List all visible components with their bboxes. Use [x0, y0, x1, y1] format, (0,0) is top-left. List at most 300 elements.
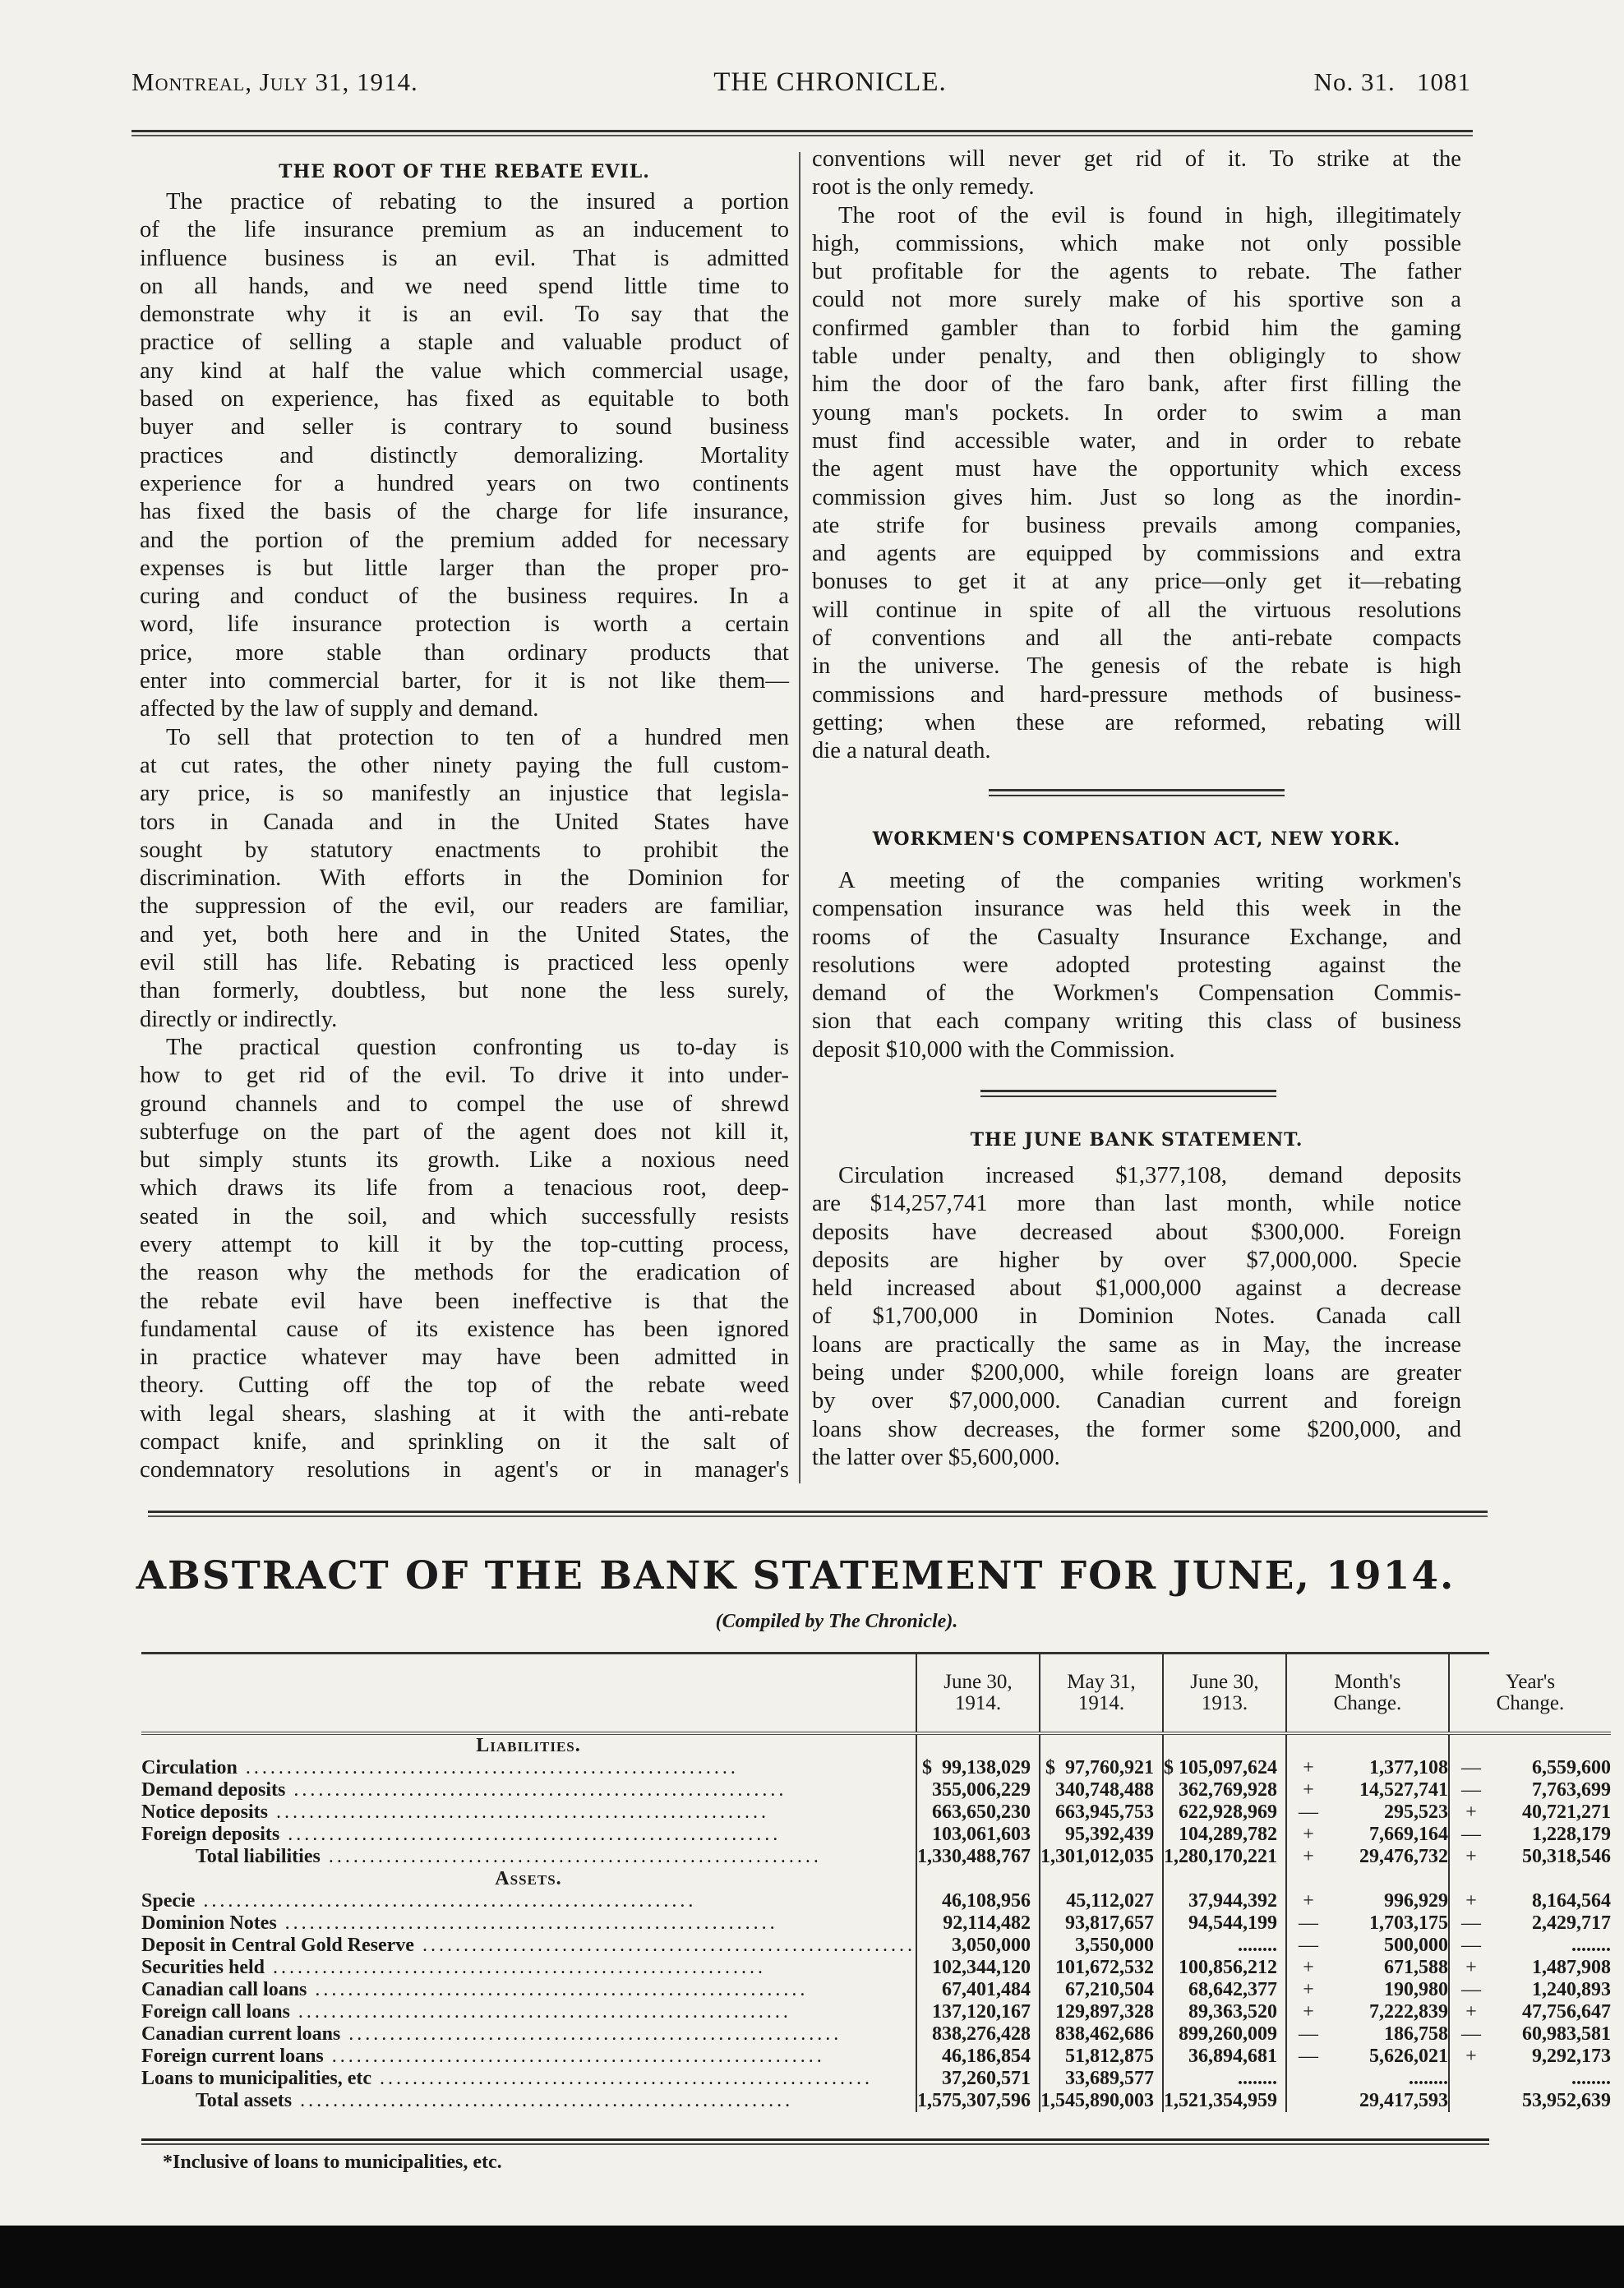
change-value: 295,523 — [1383, 1801, 1448, 1823]
change-value: 50,318,546 — [1521, 1846, 1611, 1867]
text-line: must find accessible water, and in order to rebate — [812, 427, 1461, 454]
table-row — [141, 2046, 1611, 2068]
text-line: any kind at half the value which commercial usage, — [140, 358, 789, 384]
table-row — [141, 2090, 1611, 2112]
value-cell: 46,186,854 — [916, 2046, 1040, 2068]
change-value: 6,559,600 — [1531, 1757, 1611, 1778]
value-cell: 100,856,212 — [1163, 1957, 1286, 1979]
value-cell: 45,112,027 — [1040, 1890, 1163, 1912]
change-sign: — — [1298, 1801, 1318, 1823]
value-cell: 92,114,482 — [916, 1912, 1040, 1935]
row-label — [141, 1824, 916, 1846]
value-cell: 67,210,504 — [1040, 1979, 1163, 2001]
value-cell: 104,289,782 — [1163, 1824, 1286, 1846]
leader-dots: ............................................................ — [279, 1824, 782, 1845]
table-row — [141, 1801, 1611, 1824]
text-line: buyer and seller is contrary to sound business — [140, 414, 789, 441]
article-body-june — [812, 1162, 1461, 1472]
month-change-cell — [1286, 1912, 1449, 1935]
empty-cell — [1040, 1733, 1163, 1757]
value-cell: 68,642,377 — [1163, 1979, 1286, 2001]
change-value: 47,756,647 — [1521, 2001, 1611, 2023]
month-change-cell — [1286, 2046, 1449, 2068]
text-line: word, life insurance protection is worth a certain — [140, 611, 789, 638]
value-cell: 95,392,439 — [1040, 1824, 1163, 1846]
change-sign: — — [1460, 1935, 1481, 1956]
year-change-cell — [1449, 1957, 1611, 1979]
change-sign: — — [1460, 1779, 1481, 1801]
text-line: die a natural death. — [812, 738, 991, 764]
leader-dots: ............................................................ — [265, 1957, 766, 1978]
change-sign: + — [1303, 1979, 1314, 2000]
row-label-text: Total liabilities — [196, 1846, 321, 1867]
value-cell: $ 97,760,921 — [1040, 1757, 1163, 1779]
text-line: on all hands, and we need spend little time to — [140, 273, 789, 299]
text-line: the latter over $5,600,000. — [812, 1444, 1060, 1470]
article-body-rebate — [140, 188, 789, 1485]
text-line: expenses is but little larger than the proper pro- — [140, 555, 789, 581]
text-line: at cut rates, the other ninety paying the full custom- — [140, 752, 789, 778]
year-change-cell — [1449, 2023, 1611, 2046]
leader-dots: ............................................................ — [292, 2090, 794, 2111]
text-line: ate strife for business prevails among companies, — [812, 512, 1461, 538]
change-value: 9,292,173 — [1531, 2046, 1611, 2067]
change-value: 8,164,564 — [1531, 1890, 1611, 1912]
running-head-date: Montreal, July 31, 1914. — [131, 67, 418, 96]
text-line: the suppression of the evil, our readers are familiar, — [140, 893, 789, 920]
row-label-text: Securities held — [141, 1957, 265, 1978]
text-line: influence business is an evil. That is admitted — [140, 245, 789, 271]
text-line: discrimination. With efforts in the Dominion for — [140, 865, 789, 892]
table-row — [141, 2068, 1611, 2090]
text-line: The root of the evil is found in high, illegitimately — [838, 202, 1461, 228]
text-line: every attempt to kill it by the top-cutting process, — [140, 1231, 789, 1257]
month-change-cell — [1286, 1824, 1449, 1846]
change-sign: + — [1303, 1757, 1314, 1778]
change-sign: + — [1303, 2001, 1314, 2023]
change-sign: — — [1298, 1912, 1318, 1934]
text-line: practices and distinctly demoralizing. Mortality — [140, 442, 789, 468]
text-line: The practice of rebating to the insured a portion — [166, 189, 789, 214]
row-label — [141, 2046, 916, 2068]
leader-dots: ............................................................ — [285, 1779, 787, 1801]
article-title-rebate: THE ROOT OF THE REBATE EVIL. — [279, 161, 650, 182]
empty-cell — [1163, 1868, 1286, 1890]
month-change-cell — [1286, 1957, 1449, 1979]
text-line: root is the only remedy. — [812, 174, 1035, 201]
text-line: and the portion of the premium added for necessary — [140, 527, 789, 553]
empty-cell — [1040, 1868, 1163, 1890]
change-sign: + — [1465, 2001, 1477, 2023]
value-cell: 663,650,230 — [916, 1801, 1040, 1824]
leader-dots: ............................................................ — [237, 1757, 739, 1778]
text-line: in the universe. The genesis of the rebate is high — [812, 653, 1461, 680]
year-change-cell — [1449, 1779, 1611, 1801]
year-change-cell — [1449, 1890, 1611, 1912]
year-change-cell — [1449, 1757, 1611, 1779]
value-cell: 67,401,484 — [916, 1979, 1040, 2001]
change-value: 5,626,021 — [1368, 2046, 1448, 2067]
change-sign: — — [1298, 2023, 1318, 2045]
row-label — [141, 2090, 916, 2112]
text-line: loans are practically the same as in May, the increase — [812, 1331, 1461, 1358]
month-change-cell — [1286, 2001, 1449, 2023]
table-section-rule — [148, 1511, 1488, 1517]
text-line: getting; when these are reformed, rebating will — [812, 709, 1461, 736]
row-label-text: Dominion Notes — [141, 1912, 277, 1934]
value-cell: 355,006,229 — [916, 1779, 1040, 1801]
publication-title: THE CHRONICLE. — [713, 67, 947, 97]
text-line: held increased about $1,000,000 against a decrease — [812, 1275, 1461, 1302]
month-change-cell — [1286, 1757, 1449, 1779]
text-line: practice of selling a staple and valuable product of — [140, 330, 789, 356]
change-value: 14,527,741 — [1359, 1779, 1448, 1801]
value-cell: 3,050,000 — [916, 1935, 1040, 1957]
row-label-text: Demand deposits — [141, 1779, 286, 1801]
text-line: bonuses to get it at any price—only get it—rebating — [812, 569, 1461, 595]
table-row — [141, 1757, 1611, 1779]
value-cell: 899,260,009 — [1163, 2023, 1286, 2046]
change-sign: + — [1465, 1801, 1477, 1823]
change-value: 7,222,839 — [1368, 2001, 1448, 2023]
value-cell: 37,944,392 — [1163, 1890, 1286, 1912]
row-label — [141, 1912, 916, 1935]
text-line: seated in the soil, and which successfully resists — [140, 1203, 789, 1229]
year-change-cell — [1449, 1979, 1611, 2001]
text-line: than formerly, doubtless, but none the less surely, — [140, 978, 789, 1004]
text-line: fundamental cause of its existence has been ignored — [140, 1316, 789, 1342]
leader-dots: ............................................................ — [323, 2046, 825, 2067]
value-cell: 838,276,428 — [916, 2023, 1040, 2046]
year-change-cell — [1449, 1912, 1611, 1935]
table-row — [141, 1979, 1611, 2001]
text-line: directly or indirectly. — [140, 1006, 338, 1032]
text-line: enter into commercial barter, for it is not like them— — [140, 668, 789, 694]
change-sign: + — [1465, 1846, 1477, 1867]
text-line: could not more surely make of his sportive son a — [812, 287, 1461, 313]
section-rule — [980, 1090, 1276, 1097]
leader-dots: ............................................................ — [340, 2023, 842, 2045]
table-row — [141, 1779, 1611, 1801]
change-sign: + — [1303, 1779, 1314, 1801]
text-line: resolutions were adopted protesting against the — [812, 952, 1461, 978]
column-divider — [799, 152, 800, 1483]
leader-dots: ............................................................ — [371, 2068, 873, 2089]
text-line: deposit $10,000 with the Commission. — [812, 1036, 1175, 1063]
table-bottom-rule — [141, 2138, 1489, 2145]
table-row — [141, 2001, 1611, 2023]
value-cell: $ 99,138,029 — [916, 1757, 1040, 1779]
scan-border — [0, 2226, 1624, 2288]
row-label — [141, 1779, 916, 1801]
change-value: 1,240,893 — [1531, 1979, 1611, 2000]
change-value: 29,417,593 — [1359, 2090, 1448, 2111]
change-sign: + — [1465, 1890, 1477, 1912]
change-value: ........ — [1408, 2068, 1448, 2089]
change-value: 40,721,271 — [1521, 1801, 1611, 1823]
text-line: experience for a hundred years on two continents — [140, 470, 789, 496]
text-line: affected by the law of supply and demand. — [140, 696, 539, 722]
year-change-cell — [1449, 1935, 1611, 1957]
row-label-text: Specie — [141, 1890, 196, 1912]
year-change-cell — [1449, 2001, 1611, 2023]
change-value: 671,588 — [1383, 1957, 1448, 1978]
text-line: Circulation increased $1,377,108, demand deposits — [838, 1163, 1461, 1188]
text-line: compensation insurance was held this week in the — [812, 896, 1461, 922]
change-value: 29,476,732 — [1359, 1846, 1448, 1867]
column-header: Year's Change. — [1449, 1654, 1611, 1733]
leader-dots: ............................................................ — [267, 1801, 769, 1823]
change-sign: + — [1465, 2046, 1477, 2067]
row-label-text: Canadian current loans — [141, 2023, 341, 2045]
text-line: high, commissions, which make not only possible — [812, 230, 1461, 256]
value-cell: 37,260,571 — [916, 2068, 1040, 2090]
text-line: commissions and hard-pressure methods of business- — [812, 681, 1461, 708]
row-label-text: Deposit in Central Gold Reserve — [141, 1935, 414, 1956]
row-label-text: Circulation — [141, 1757, 238, 1778]
change-sign: + — [1303, 1846, 1314, 1867]
month-change-cell — [1286, 1890, 1449, 1912]
text-line: but profitable for the agents to rebate. The father — [812, 259, 1461, 285]
value-cell: 36,894,681 — [1163, 2046, 1286, 2068]
text-line: theory. Cutting off the top of the rebate weed — [140, 1372, 789, 1399]
value-cell: 102,344,120 — [916, 1957, 1040, 1979]
change-value: ........ — [1571, 2068, 1611, 2089]
column-header: Month's Change. — [1286, 1654, 1449, 1733]
year-change-cell — [1449, 1801, 1611, 1824]
month-change-cell — [1286, 2068, 1449, 2090]
value-cell: 1,575,307,596 — [916, 2090, 1040, 2112]
leader-dots: ............................................................ — [276, 1912, 778, 1934]
row-label-text: Foreign current loans — [141, 2046, 324, 2067]
change-value: 1,703,175 — [1368, 1912, 1448, 1934]
value-cell: 103,061,603 — [916, 1824, 1040, 1846]
abstract-subtitle: (Compiled by The Chronicle). — [715, 1611, 958, 1632]
empty-cell — [1286, 1868, 1449, 1890]
column-header: June 30, 1914. — [916, 1654, 1040, 1733]
text-line: deposits have decreased about $300,000. Foreign — [812, 1219, 1461, 1245]
issue-page-number: No. 31. 1081 — [1313, 67, 1471, 96]
row-label — [141, 2023, 916, 2046]
text-line: how to get rid of the evil. To drive it into under- — [140, 1063, 789, 1089]
change-sign: — — [1460, 1757, 1481, 1778]
value-cell: ........ — [1163, 2068, 1286, 2090]
text-line: him the door of the faro bank, after first filling the — [812, 371, 1461, 398]
value-cell: ........ — [1163, 1935, 1286, 1957]
value-cell: 101,672,532 — [1040, 1957, 1163, 1979]
month-change-cell — [1286, 2023, 1449, 2046]
text-line: being under $200,000, while foreign loans are greater — [812, 1360, 1461, 1386]
value-cell: 1,521,354,959 — [1163, 2090, 1286, 2112]
text-line: and agents are equipped by commissions and extra — [812, 541, 1461, 567]
change-value: ........ — [1571, 1935, 1611, 1956]
text-line: evil still has life. Rebating is practiced less openly — [140, 950, 789, 976]
change-value: 53,952,639 — [1521, 2090, 1611, 2111]
change-sign: — — [1460, 1824, 1481, 1845]
value-cell: 89,363,520 — [1163, 2001, 1286, 2023]
text-line: price, more stable than ordinary products that — [140, 639, 789, 666]
change-sign: + — [1465, 1957, 1477, 1978]
change-sign: — — [1460, 1979, 1481, 2000]
value-cell: 838,462,686 — [1040, 2023, 1163, 2046]
text-line: which draws its life from a tenacious root, deep- — [140, 1175, 789, 1202]
value-cell: 129,897,328 — [1040, 2001, 1163, 2023]
label-header — [141, 1654, 916, 1733]
row-label — [141, 1801, 916, 1824]
text-line: To sell that protection to ten of a hundred men — [166, 724, 789, 750]
text-line: demand of the Workmen's Compensation Commis- — [812, 980, 1461, 1007]
column-header: June 30, 1913. — [1163, 1654, 1286, 1733]
row-label-text: Foreign call loans — [141, 2001, 290, 2023]
month-change-cell — [1286, 1846, 1449, 1868]
row-label — [141, 1846, 916, 1868]
leader-dots: ............................................................ — [320, 1846, 822, 1867]
value-cell: 340,748,488 — [1040, 1779, 1163, 1801]
text-line: tors in Canada and in the United States have — [140, 809, 789, 835]
article-body-rebate-continued — [812, 145, 1461, 766]
text-line: confirmed gambler than to forbid him the gaming — [812, 315, 1461, 341]
change-sign: — — [1298, 2046, 1318, 2067]
text-line: deposits are higher by over $7,000,000. Specie — [812, 1247, 1461, 1273]
change-value: 186,758 — [1383, 2023, 1448, 2045]
year-change-cell — [1449, 2046, 1611, 2068]
leader-dots: ............................................................ — [307, 1979, 809, 2000]
text-line: sion that each company writing this class of business — [812, 1008, 1461, 1035]
table-row — [141, 1957, 1611, 1979]
table-row — [141, 1890, 1611, 1912]
text-line: table under penalty, and then obligingly to show — [812, 344, 1461, 370]
text-line: conventions will never get rid of it. To strike at the — [812, 146, 1461, 172]
text-line: has fixed the basis of the charge for life insurance, — [140, 499, 789, 525]
text-line: the agent must have the opportunity which excess — [812, 456, 1461, 482]
value-cell: 46,108,956 — [916, 1890, 1040, 1912]
value-cell: 622,928,969 — [1163, 1801, 1286, 1824]
text-line: will continue in spite of all the virtuous resolutions — [812, 597, 1461, 623]
value-cell: 663,945,753 — [1040, 1801, 1163, 1824]
section-label: Liabilities. — [476, 1735, 581, 1756]
value-cell: 1,280,170,221 — [1163, 1846, 1286, 1868]
text-line: loans show decreases, the former some $200,000, and — [812, 1416, 1461, 1442]
article-body-workmens — [812, 867, 1461, 1064]
row-label-text: Loans to municipalities, etc — [141, 2068, 371, 2089]
table-row — [141, 1912, 1611, 1935]
row-label — [141, 2068, 916, 2090]
text-line: A meeting of the companies writing workmen's — [838, 868, 1461, 893]
empty-cell — [916, 1868, 1040, 1890]
table-row — [141, 1846, 1611, 1868]
text-line: commission gives him. Just so long as the inordin- — [812, 484, 1461, 510]
column-header: May 31, 1914. — [1040, 1654, 1163, 1733]
table-row — [141, 1935, 1611, 1957]
text-line: condemnatory resolutions in agent's or in manager's — [140, 1457, 789, 1483]
change-value: 996,929 — [1383, 1890, 1448, 1912]
empty-cell — [1449, 1733, 1611, 1757]
table-row — [141, 2023, 1611, 2046]
empty-cell — [916, 1733, 1040, 1757]
leader-dots: ............................................................ — [289, 2001, 791, 2023]
text-line: compact knife, and sprinkling on it the salt of — [140, 1429, 789, 1455]
text-line: subterfuge on the part of the agent does not kill it, — [140, 1119, 789, 1145]
row-label — [141, 1935, 916, 1957]
abstract-title: ABSTRACT OF THE BANK STATEMENT FOR JUNE, 1914. — [136, 1553, 1456, 1598]
row-label-text: Foreign deposits — [141, 1824, 280, 1845]
value-cell: 1,301,012,035 — [1040, 1846, 1163, 1868]
value-cell: 362,769,928 — [1163, 1779, 1286, 1801]
text-line: the reason why the methods for the eradication of — [140, 1260, 789, 1286]
text-line: The practical question confronting us to-day is — [166, 1034, 789, 1060]
value-cell: 93,817,657 — [1040, 1912, 1163, 1935]
change-sign: — — [1460, 1912, 1481, 1934]
table-section-row — [141, 1733, 1611, 1757]
empty-cell — [1286, 1733, 1449, 1757]
table-section-row — [141, 1868, 1611, 1890]
section-rule — [989, 789, 1285, 796]
month-change-cell — [1286, 1935, 1449, 1957]
text-line: of conventions and all the anti-rebate compacts — [812, 625, 1461, 652]
change-value: 1,228,179 — [1531, 1824, 1611, 1845]
change-value: 2,429,717 — [1531, 1912, 1611, 1934]
row-label-text: Canadian call loans — [141, 1979, 307, 2000]
value-cell: 137,120,167 — [916, 2001, 1040, 2023]
value-cell: 1,545,890,003 — [1040, 2090, 1163, 2112]
change-value: 7,669,164 — [1368, 1824, 1448, 1845]
change-value: 190,980 — [1383, 1979, 1448, 2000]
row-label — [141, 1957, 916, 1979]
change-value: 60,983,581 — [1521, 2023, 1611, 2045]
change-value: 7,763,699 — [1531, 1779, 1611, 1801]
text-line: and yet, both here and in the United States, the — [140, 921, 789, 948]
value-cell: 33,689,577 — [1040, 2068, 1163, 2090]
row-label-text: Total assets — [196, 2090, 293, 2111]
row-label — [141, 2001, 916, 2023]
text-line: the rebate evil have been ineffective is that the — [140, 1288, 789, 1314]
text-line: ground channels and to compel the use of shrewd — [140, 1091, 789, 1117]
change-sign: + — [1303, 1824, 1314, 1845]
text-line: of $1,700,000 in Dominion Notes. Canada call — [812, 1303, 1461, 1330]
change-value: 1,377,108 — [1368, 1757, 1448, 1778]
text-line: ary price, is so manifestly an injustice that legisla- — [140, 781, 789, 807]
row-label — [141, 1757, 916, 1779]
text-line: by over $7,000,000. Canadian current and foreign — [812, 1388, 1461, 1414]
row-label — [141, 1979, 916, 2001]
footnote: *Inclusive of loans to municipalities, etc. — [163, 2152, 502, 2173]
text-line: of the life insurance premium as an inducement to — [140, 217, 789, 243]
row-label-text: Notice deposits — [141, 1801, 268, 1823]
text-line: but simply stunts its growth. Like a noxious need — [140, 1147, 789, 1174]
change-sign: — — [1298, 1935, 1318, 1956]
month-change-cell — [1286, 1801, 1449, 1824]
text-line: based on experience, has fixed as equitable to both — [140, 386, 789, 413]
text-line: in practice whatever may have been admitted in — [140, 1345, 789, 1371]
article-title-june: THE JUNE BANK STATEMENT. — [970, 1129, 1303, 1151]
year-change-cell — [1449, 2068, 1611, 2090]
change-value: 500,000 — [1383, 1935, 1448, 1956]
text-line: young man's pockets. In order to swim a man — [812, 399, 1461, 426]
text-line: are $14,257,741 more than last month, while notice — [812, 1191, 1461, 1217]
empty-cell — [1163, 1733, 1286, 1757]
month-change-cell — [1286, 1979, 1449, 2001]
empty-cell — [1449, 1868, 1611, 1890]
table-row — [141, 1824, 1611, 1846]
value-cell: 94,544,199 — [1163, 1912, 1286, 1935]
text-line: demonstrate why it is an evil. To say that the — [140, 302, 789, 328]
value-cell: 3,550,000 — [1040, 1935, 1163, 1957]
month-change-cell — [1286, 1779, 1449, 1801]
leader-dots: ............................................................ — [413, 1935, 916, 1956]
bank-statement-table — [141, 1654, 1611, 2112]
value-cell: $ 105,097,624 — [1163, 1757, 1286, 1779]
leader-dots: ............................................................ — [195, 1890, 697, 1912]
